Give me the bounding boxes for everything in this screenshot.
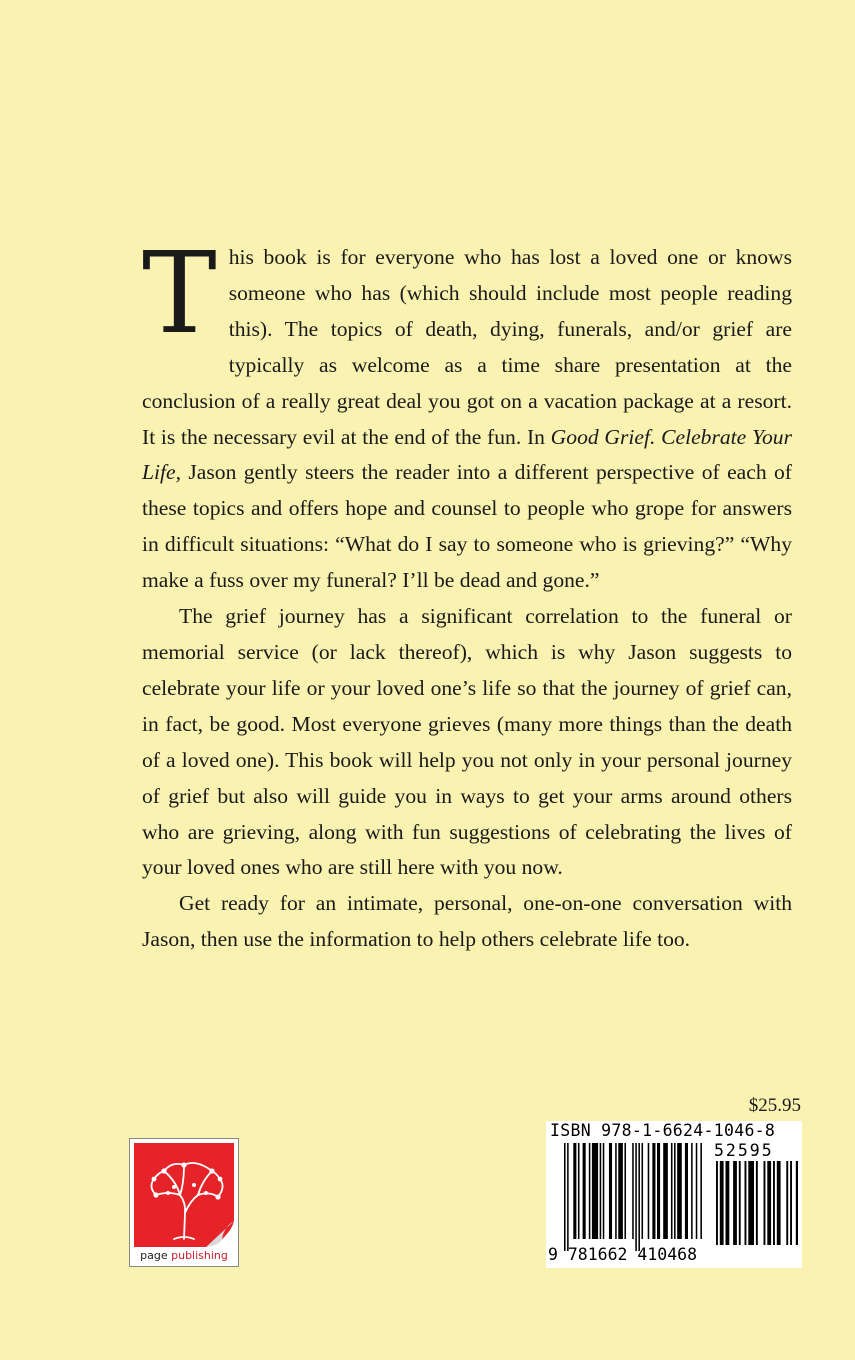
barcode-bar (745, 1161, 747, 1245)
barcode-bar (756, 1161, 758, 1245)
book-title-italic: Good Grief. Celebrate Your Life, (142, 424, 792, 485)
addon-barcode-bars (716, 1161, 798, 1245)
blurb-paragraph-1 (142, 229, 792, 599)
barcode-bar (638, 1143, 640, 1251)
barcode-bar (573, 1143, 576, 1239)
barcode-bar (578, 1143, 580, 1239)
barcode-bar (674, 1143, 676, 1239)
barcode-bar (700, 1143, 702, 1239)
barcode-bar (663, 1143, 668, 1239)
barcode-bar (609, 1143, 612, 1239)
barcode-bar (564, 1143, 566, 1251)
barcode-bar (583, 1143, 586, 1239)
price-label: $25.95 (748, 1095, 801, 1116)
publisher-logo (129, 1138, 239, 1267)
barcode-bar (615, 1143, 617, 1239)
barcode-bar (592, 1143, 598, 1239)
barcode-bar (600, 1143, 602, 1239)
barcode-bar (635, 1143, 637, 1251)
barcode-bar (632, 1143, 634, 1239)
publisher-logo-panel (134, 1143, 234, 1247)
barcode-bar (790, 1161, 792, 1245)
isbn-barcode (546, 1121, 802, 1268)
tree-icon (134, 1143, 234, 1247)
publisher-name: page publishing (140, 1249, 228, 1262)
barcode-bar (618, 1143, 623, 1239)
barcode-bar (685, 1143, 688, 1239)
barcode-bar (624, 1143, 626, 1239)
barcode-bar (657, 1143, 660, 1239)
blurb-paragraph-2: The grief journey has a significant correlation to the funeral or memorial service (or lack thereof), which is why Jason suggests to celebrate your life or your loved one’s life so that the journey of grief can, in fact, be good. Most everyone grieves (many more things than the death of a loved one). This book will help you not only in your personal journey of grief but also will guide you in ways to get your arms around others who are grieving, along with fun suggestions of celebrating the lives of your loved ones who are still here with you now. (142, 604, 792, 880)
barcode-bar (786, 1161, 788, 1245)
barcode-bar (652, 1143, 655, 1239)
barcode-bar (764, 1161, 766, 1245)
barcode-bar (726, 1161, 730, 1245)
blurb-paragraph-3: Get ready for an intimate, personal, one-on-one conversation with Jason, then use the information to help others celebrate life too. (142, 891, 792, 952)
barcode-bar (589, 1143, 591, 1239)
barcode-bar (767, 1161, 771, 1245)
isbn-label: ISBN 978-1-6624-1046-8 (550, 1121, 776, 1140)
back-cover-blurb (142, 229, 792, 958)
barcode-bar (696, 1143, 698, 1239)
barcode-bar (777, 1161, 781, 1245)
barcode-bar (748, 1161, 754, 1245)
drop-cap-letter: T (142, 229, 217, 359)
barcode-bar (739, 1161, 741, 1245)
blurb-p1-tail: Jason gently steers the reader into a different perspective of each of these topics and offers hope and counsel to people who grope for answers in difficult situations: “What do I say to someone who is grieving?” “Why make a fuss over my funeral? I’ll be dead and gone.” (142, 460, 792, 593)
barcode-bar (648, 1143, 650, 1239)
barcode-digits: 9 781662 410468 (548, 1245, 698, 1264)
barcode-bar (733, 1161, 737, 1245)
barcode-addon-code: 52595 (714, 1141, 774, 1160)
barcode-bar (796, 1161, 798, 1245)
barcode-bar (716, 1161, 718, 1245)
barcode-bar (773, 1161, 775, 1245)
blurb-p1-lead: his book is for everyone who has lost a loved one or knows someone who has (which should include most people reading this). The topics of death, dying, funerals, and/or grief are typically as welcome as a time share presentation at the conclusion of a really great deal you got on a vacation package at a resort. It is the necessary evil at the end of the fun. In (142, 245, 792, 449)
barcode-bar (720, 1161, 724, 1245)
barcode-bar (567, 1143, 569, 1251)
ean-barcode-bars (564, 1143, 704, 1251)
barcode-bar (691, 1143, 693, 1239)
barcode-bar (677, 1143, 682, 1239)
barcode-bar (603, 1143, 605, 1239)
barcode-bar (642, 1143, 644, 1239)
barcode-bar (671, 1143, 673, 1239)
